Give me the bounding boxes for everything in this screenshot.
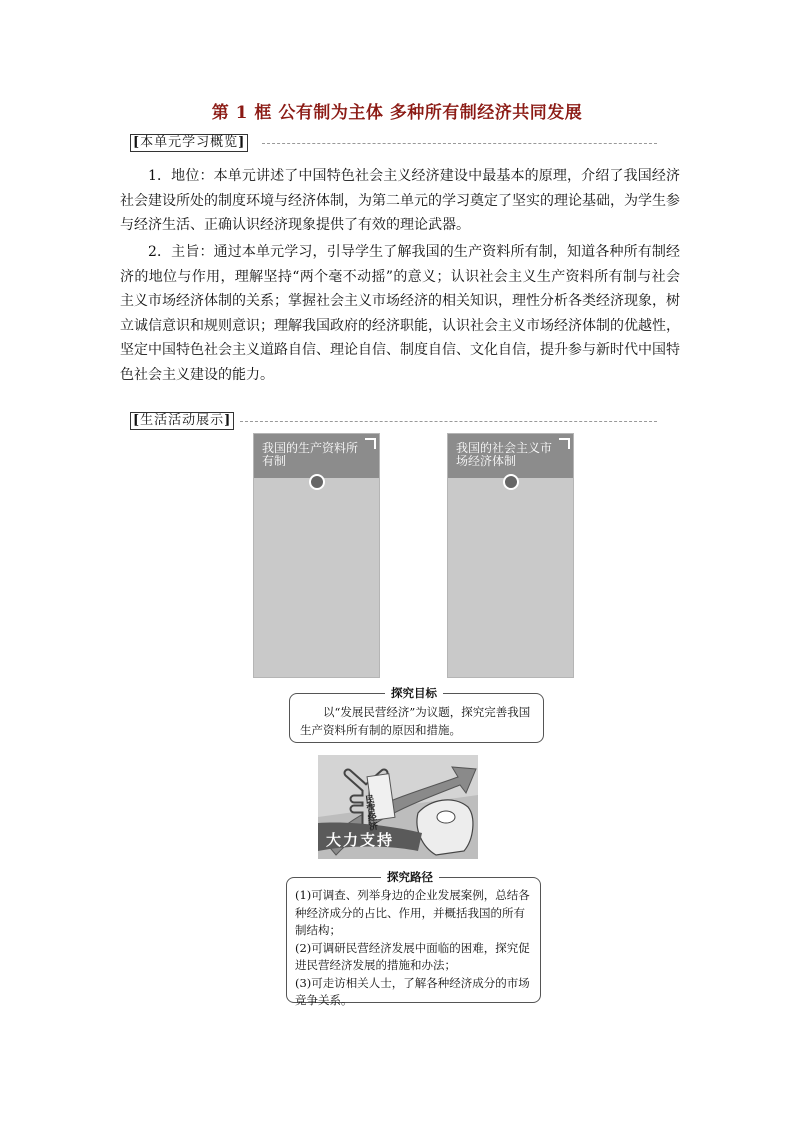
banner-text: 大力支持 bbox=[326, 831, 395, 849]
goal-box bbox=[289, 686, 544, 743]
overview-divider bbox=[262, 143, 657, 144]
panel-title: 我国的生产资料所有制 bbox=[262, 441, 359, 468]
ownership-panel bbox=[253, 433, 380, 678]
path-item: (3)可走访相关人士，了解各种经济成分的市场竞争关系。 bbox=[295, 975, 530, 1007]
path-label: 探究路径 bbox=[381, 869, 439, 885]
activity-divider bbox=[240, 421, 657, 422]
panel-title: 我国的社会主义市场经济体制 bbox=[456, 441, 553, 468]
panel-header bbox=[448, 434, 573, 478]
page-title: 第 1 框 公有制为主体 多种所有制经济共同发展 bbox=[211, 103, 583, 123]
path-item: (1)可调查、列举身边的企业发展案例，总结各种经济成分的占比、作用，并概括我国的所有制结构； bbox=[295, 888, 530, 937]
activity-section-tag bbox=[130, 412, 234, 430]
activity-tag: [生活活动展示] bbox=[130, 412, 234, 430]
corner-arrow-icon bbox=[365, 438, 376, 449]
panel-header bbox=[254, 434, 379, 478]
private-economy-illustration bbox=[318, 755, 478, 859]
globe-icon bbox=[503, 474, 519, 490]
overview-tag-label: 本单元学习概览 bbox=[140, 135, 239, 150]
globe-icon bbox=[309, 474, 325, 490]
activity-tag-label: 生活活动展示 bbox=[140, 413, 225, 428]
goal-text: 以“发展民营经济”为议题，探究完善我国生产资料所有制的原因和措施。 bbox=[300, 705, 531, 737]
overview-section-tag bbox=[130, 134, 248, 152]
path-box bbox=[286, 870, 541, 1007]
sign-text: 民营经济 bbox=[362, 794, 378, 832]
overview-tag: [本单元学习概览] bbox=[130, 134, 248, 152]
goal-label: 探究目标 bbox=[385, 685, 443, 701]
overview-paragraph-1: 1．地位：本单元讲述了中国特色社会主义经济建设中最基本的原理，介绍了我国经济社会建设所处的制度环境与经济体制，为第二单元的学习奠定了坚实的理论基础，为学生参与经济生活、正确认识经济现象提供了有效的理论武器。 bbox=[120, 168, 680, 233]
path-item: (2)可调研民营经济发展中面临的困难，探究促进民营经济发展的措施和办法； bbox=[295, 940, 530, 972]
overview-paragraph-2: 2．主旨：通过本单元学习，引导学生了解我国的生产资料所有制，知道各种所有制经济的地位与作用，理解坚持“两个毫不动摇”的意义；认识社会主义生产资料所有制与社会主义市场经济体制的关系；掌握社会主义市场经济的相关知识，理性分析各类经济现象，树立诚信意识和规则意识；理解我国政府的经济职能，认识社会主义市场经济体制的优越性，坚定中国特色社会主义道路自信、理论自信、制度自信、文化自信，提升参与新时代中国特色社会主义建设的能力。 bbox=[120, 244, 680, 383]
path-list bbox=[295, 887, 533, 1010]
market-economy-panel bbox=[447, 433, 574, 678]
corner-arrow-icon bbox=[559, 438, 570, 449]
